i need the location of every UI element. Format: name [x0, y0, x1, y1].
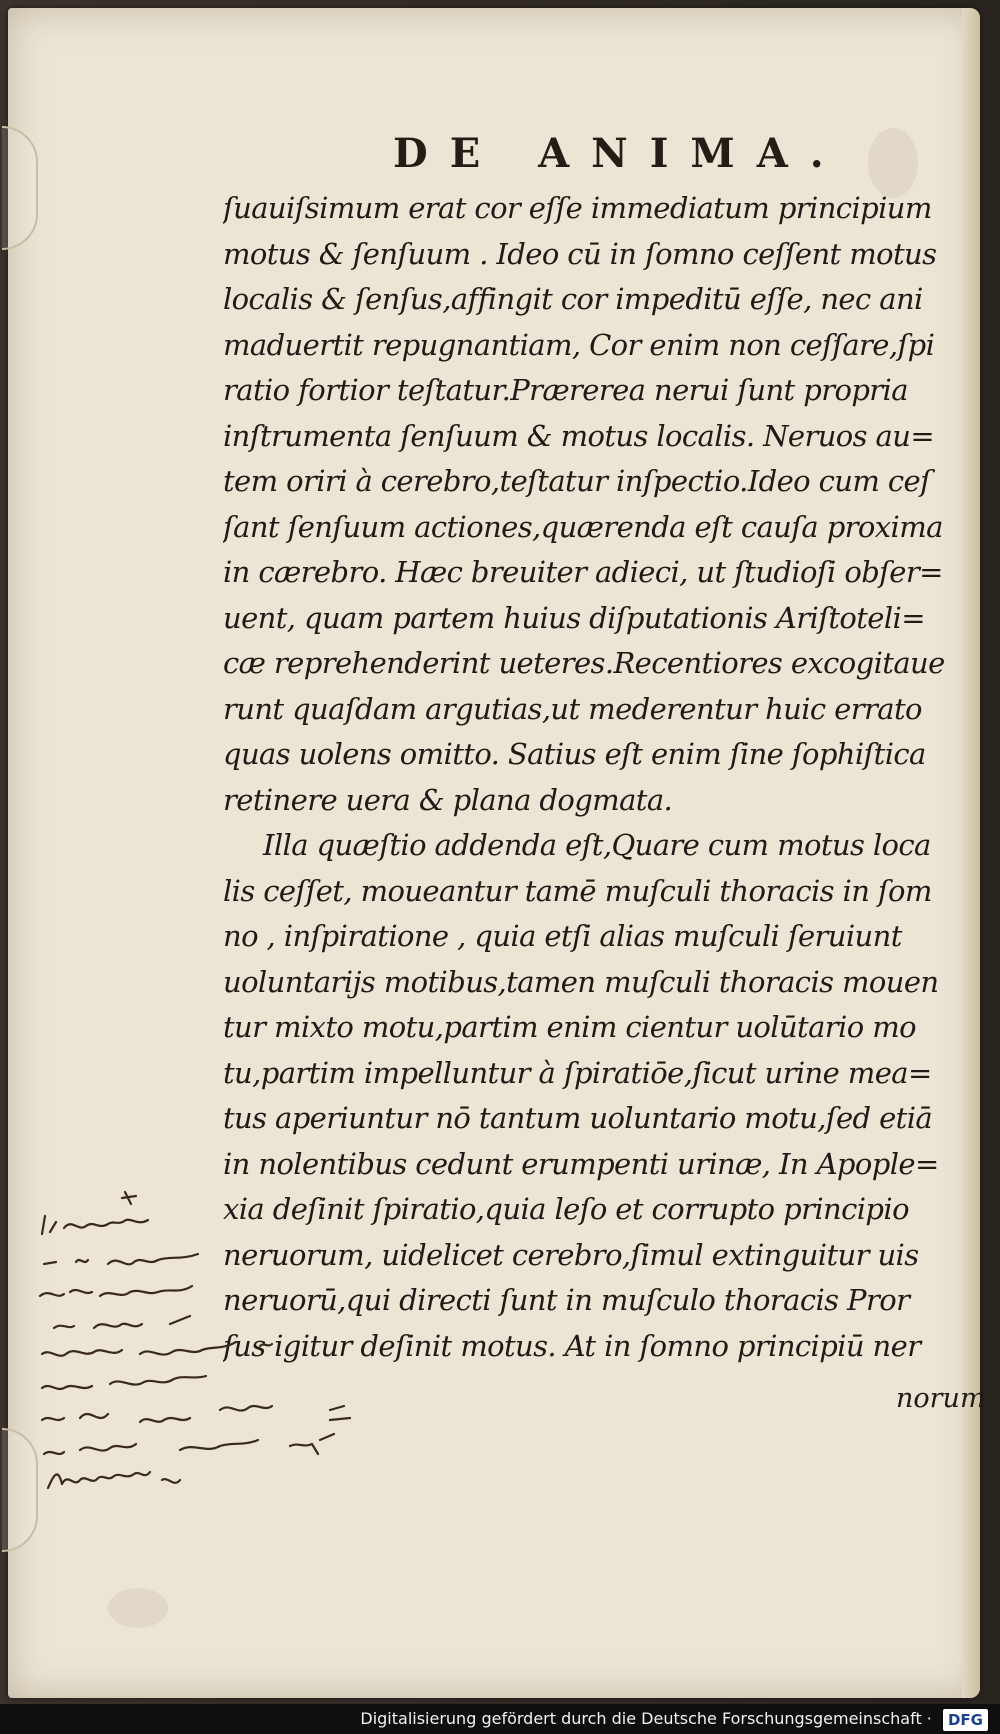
- footer-credit: Digitalisierung gefördert durch die Deutsche Forschungsgemeinschaft ·: [360, 1709, 932, 1728]
- text-line: neruorū,qui directi ſunt in muſculo thoracis Pror: [223, 1283, 910, 1317]
- text-line: in cærebro. Hæc breuiter adieci, ut ſtudioſi obſer=: [223, 555, 943, 589]
- handwritten-annotation-icon: [30, 1184, 410, 1524]
- text-line: ſus igitur deſinit motus. At in ſomno principiū ner: [223, 1328, 921, 1363]
- text-line: ſuauiſsimum erat cor eſſe immediatum principium: [223, 191, 932, 225]
- running-head: DE ANIMA.: [393, 130, 846, 177]
- page-edge: [962, 8, 980, 1698]
- text-line: neruorum, uidelicet cerebro,ſimul extinguitur uis: [223, 1237, 919, 1272]
- text-line: tus aperiuntur nō tantum uoluntario motu,ſed etiā: [223, 1101, 933, 1135]
- catchword: norum: [896, 1383, 986, 1414]
- text-line: Illa quæſtio addenda eſt,Quare cum motus loca: [263, 828, 931, 862]
- text-line: tu,partim impelluntur à ſpiratiōe,ſicut urine mea=: [223, 1055, 932, 1090]
- text-line: maduertit repugnantiam, Cor enim non ceſſare,ſpi: [223, 327, 935, 362]
- footer-bar: [0, 1704, 1000, 1734]
- text-line: xia deſinit ſpiratio,quia leſo et corrupto principio: [223, 1192, 909, 1226]
- text-line: motus & ſenſuum . Ideo cū in ſomno ceſſent motus: [223, 236, 937, 271]
- text-line: inſtrumenta ſenſuum & motus localis. Neruos au=: [223, 418, 935, 453]
- text-line: retinere uera & plana dogmata.: [223, 782, 673, 817]
- text-line: uent, quam partem huius diſputationis Ariſtoteli=: [223, 600, 925, 635]
- binding-hole: [2, 126, 38, 250]
- dfg-logo: DFG: [943, 1709, 988, 1731]
- text-line: quas uolens omitto. Satius eſt enim ſine ſophiſtica: [223, 737, 926, 771]
- paper-stain: [108, 1588, 168, 1628]
- book-page: [8, 8, 986, 1698]
- text-line: tur mixto motu,partim enim cientur uolūtario mo: [223, 1010, 916, 1044]
- text-line: ratio fortior teſtatur.Prærerea nerui ſunt propria: [223, 373, 908, 407]
- text-line: no , inſpiratione , quia etſi alias muſculi ſeruiunt: [223, 919, 902, 953]
- text-line: cæ reprehenderint ueteres.Recentiores excogitaue: [223, 646, 945, 680]
- text-line: ſant ſenſuum actiones,quærenda eſt cauſa proxima: [223, 509, 943, 544]
- text-line: uoluntarijs motibus,tamen muſculi thoracis mouen: [223, 964, 939, 999]
- text-line: tem oriri à cerebro,teſtatur inſpectio.Ideo cum ceſ: [223, 464, 931, 498]
- text-line: localis & ſenſus,affingit cor impeditū eſſe, nec ani: [223, 282, 923, 316]
- text-line: lis ceſſet, moueantur tamē muſculi thoracis in ſom: [223, 873, 932, 908]
- text-line: runt quaſdam argutias,ut mederentur huic errato: [223, 691, 922, 726]
- text-line: in nolentibus cedunt erumpenti urinæ, In Apople=: [223, 1146, 939, 1181]
